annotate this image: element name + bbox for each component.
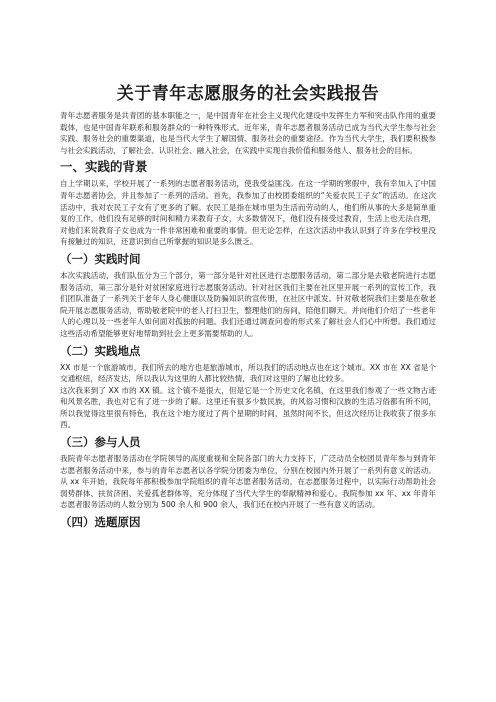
- section-heading-background: 一、实践的背景: [60, 159, 148, 175]
- section-text-time: 本次实践活动，我们队伍分为三个部分，第一部分是针对社区进行志愿服务活动，第二部分是去敬老院进行志愿服务活动，第三部分是针对贫困家庭进行志愿服务活动。针对社区我们主要在社区里开展一系列的宣传工作，我们团队准备了一系列关于老年人身心健康以及防骗知识的宣传册，在社区中派发。针对敬老院我们主要是在敬老院开展志愿服务活动，帮助敬老院中的老人打扫卫生，整理他们的房间，陪他们聊天。并向他们介绍了一些老年人的心理以及一些老年人如何面对孤独的问题。我们还通过调查问卷的形式来了解社会人们心中所想。我们通过这些活动希望能够更好地帮助到社会上更多需要帮助的人。: [60, 270, 436, 338]
- section-text-location: XX 市是一个旅游城市，我们所去的地方也是旅游城市，所以我们的活动地点也在这个城市。XX 市在 XX 省是个交通枢纽，经济发达，所以我认为这里的人都比较热情，我们对这里的了解也比较多。 这次我来到了 XX 市的 XX 镇。这个镇不是很大，但是它是一个历史文化名镇，在这里我们参观了一些文物古迹和风景名胜，我也对它有了进一步的了解。这里还有很多少数民族，的风俗习惯和汉族的生活习俗都有所不同，所以我觉得这里很有特色，我在这个地方度过了两个星期的时间，虽然时间不长，但这次经历让我收获了很多东西。: [60, 362, 436, 430]
- section-heading-participants: （三）参与人员: [60, 435, 141, 450]
- document-page: [60, 84, 436, 533]
- section-heading-time: （一）实践时间: [60, 251, 141, 266]
- section-heading-topic-reason: （四）选题原因: [60, 515, 141, 530]
- section-heading-location: （二）实践地点: [60, 343, 141, 358]
- section-text-participants: 我院青年志愿者服务活动在学院领导的高度重视和全院各部门的大力支持下，广泛动员全校团员青年参与到青年志愿者服务活动中来，参与的青年志愿者以各学院分团委为单位，分别在校园内外开展了一系列有意义的活动。从 xx 年开始，我院每年都积极参加学院组织的青年志愿者服务活动，在志愿服务过程中，以实际行动帮助社会弱势群体、扶贫济困、关爱孤老群体等，充分体现了当代大学生的奉献精神和爱心。我院参加 xx 年、xx 年青年志愿者服务活动的人数分别为 500 余人和 900 余人，我们还在校内开展了一些有意义的活动。: [60, 454, 436, 510]
- section-text-background: 自上学期以来，学校开展了一系列的志愿者服务活动，使我受益匪浅。在这一学期的寒假中，我有幸加入了中国青年志愿者协会，并且参加了一系列的活动。首先，我参加了由校团委组织的“关爱农民工子女”的活动。在这次活动中，我对农民工子女有了更多的了解。农民工是指在城市里为生活而劳动的人，他们所从事的大多是简单重复的工作，他们没有足够的时间和精力来教育子女，大多数情况下，他们没有接受过教育，生活上也无法自理，对他们来说教育子女也成为一件非常困难和重要的事情。但无论怎样，在这次活动中我认识到了许多在学校里没有接触过的知识，还意识到自己所掌握的知识是多么匮乏。: [60, 179, 436, 247]
- intro-paragraph: 青年志愿者服务是共青团的基本职能之一，是中国青年在社会主义现代化建设中发挥生力军和突击队作用的重要载体，也是中国青年联系和服务群众的一种特殊形式。近年来，青年志愿者服务活动已成为当代大学生参与社会实践、服务社会的重要渠道，也是当代大学生了解国情、服务社会的重要途径。作为当代大学生，我们要积极参与社会实践活动，了解社会、认识社会、融入社会，在实践中实现自我价值和服务他人、服务社会的目标。: [60, 111, 436, 155]
- document-title: 关于青年志愿服务的社会实践报告: [116, 84, 380, 104]
